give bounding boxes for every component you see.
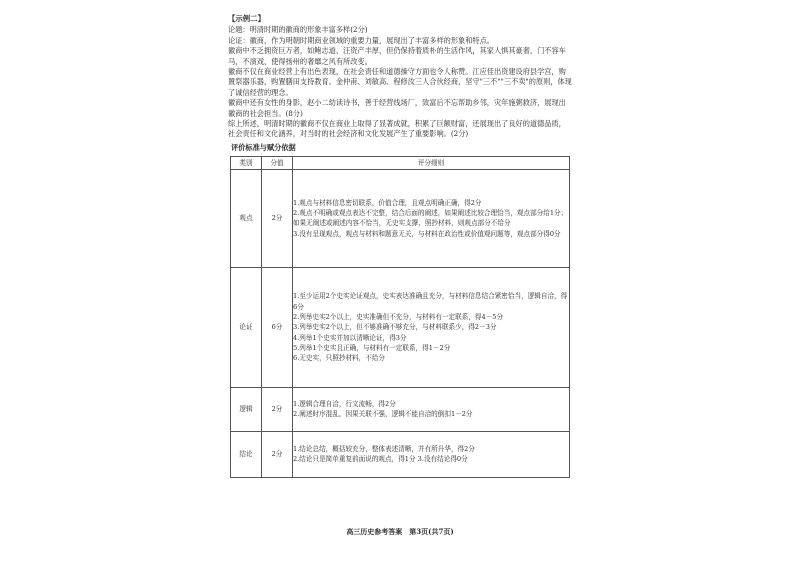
body-paragraph-1: 徽商中不乏拥资巨万者，如鲍志道、汪资产丰厚，但仍保持着质朴的生活作风，其家人惧其豪奢，门不容车马，不演戏，使得扬州的奢靡之风有所改变。 <box>228 46 566 66</box>
thesis-paragraph: 论题：明清时期的徽商的形象丰富多样(2分) <box>228 25 368 35</box>
row-details <box>293 387 570 431</box>
detail-item: 2.结论只是简单重复前面说的观点，得1分 3.没有结论得0分 <box>293 455 468 464</box>
table-row <box>231 169 570 267</box>
detail-item: 1.观点与材料信息密切联系，价值合理，且观点明确正确，得2分 <box>293 198 482 207</box>
row-score: 2分 <box>262 169 293 267</box>
detail-item: 3.没有呈现观点，观点与材料和题意无关，与材料在政治性或价值观问题等，观点部分得0分 <box>293 229 561 238</box>
page-footer: 高三历史参考答案 第3页(共7页) <box>346 527 454 536</box>
argument-paragraph: 论证：徽商，作为明朝时期商业领域的重要力量，展现出了丰富多样的形象和特点。 <box>228 35 494 45</box>
table-row <box>231 387 570 431</box>
detail-item: 1.结论总结，概括较充分，整体表述清晰，并有所升华，得2分 <box>293 445 475 454</box>
answer-page <box>228 14 572 478</box>
table-row <box>231 431 570 477</box>
row-category: 结论 <box>231 431 262 477</box>
table-row <box>231 267 570 387</box>
detail-item: 6.无史实，只照抄材料，不给分 <box>293 354 386 363</box>
header-category: 类别 <box>231 156 262 169</box>
conclusion-paragraph: 综上所述，明清时期的徽商不仅在商业上取得了显著成就，积累了巨额财富，还展现出了良好的道德品质，社会责任和文化涵养，对当时的社会经济和文化发展产生了重要影响。(2分) <box>228 119 566 139</box>
row-details <box>293 431 570 477</box>
detail-item: 4.列举1个史实并加以清晰论证，得3分 <box>293 333 407 342</box>
row-score: 2分 <box>262 387 293 431</box>
row-category: 论证 <box>231 267 262 387</box>
section-title: 评价标准与赋分依据 <box>231 142 296 152</box>
header-details: 评分细则 <box>293 156 570 169</box>
row-details <box>293 267 570 387</box>
detail-item: 3.列举史实2个以上，但不够准确不够充分，与材料联系少，得2－3分 <box>293 323 497 332</box>
detail-item: 2.列举史实2个以上，史实准确但不充分，与材料有一定联系，得4－5分 <box>293 312 504 321</box>
example-heading: 【示例二】 <box>228 14 265 23</box>
body-paragraph-2: 徽商不仅在商业经营上有出色表现，在社会责任和道德操守方面也令人称赞。江应佳出资建设府县学宫，购置祭器乐器，购置膳田支持教育。金仲甫、刘敏高、程修汝三人合伙经商，坚守"三不""三不卖"的原则，体现了诚信经营的理念。 <box>228 67 572 97</box>
detail-item: 2.观点不明确或观点表达不完整，结合后面的阐述，如果阐述比较合理恰当，观点部分给1分；如果无阐述或阐述内容不恰当，无史实支撑，照抄材料，则观点部分不给分 <box>293 209 568 228</box>
row-category: 观点 <box>231 169 262 267</box>
row-details <box>293 169 570 267</box>
scoring-table <box>230 156 570 478</box>
body-paragraph-3: 徽商中还有女性的身影，赵小二幼读诗书，善于经营线场厂，致富后不忘帮助乡邻，灾年施粥救济，展现出徽商的社会担当。(8分) <box>228 98 566 118</box>
header-score: 分值 <box>262 156 293 169</box>
row-score: 6分 <box>262 267 293 387</box>
detail-item: 5.列举1个史实且正确，与材料有一定联系，得1－2分 <box>293 343 451 352</box>
table-header-row <box>231 156 570 169</box>
row-category: 逻辑 <box>231 387 262 431</box>
row-score: 2分 <box>262 431 293 477</box>
detail-item: 2.阐述时序混乱，因果关联不强，逻辑不能自洽的倒扣1－2分 <box>293 410 473 419</box>
detail-item: 1.逻辑合理自洽，行文流畅，得2分 <box>293 400 396 409</box>
detail-item: 1.至少运用2个史实论证观点，史实表达准确且充分，与材料信息结合紧密恰当，逻辑自洽，得6分 <box>293 292 568 311</box>
